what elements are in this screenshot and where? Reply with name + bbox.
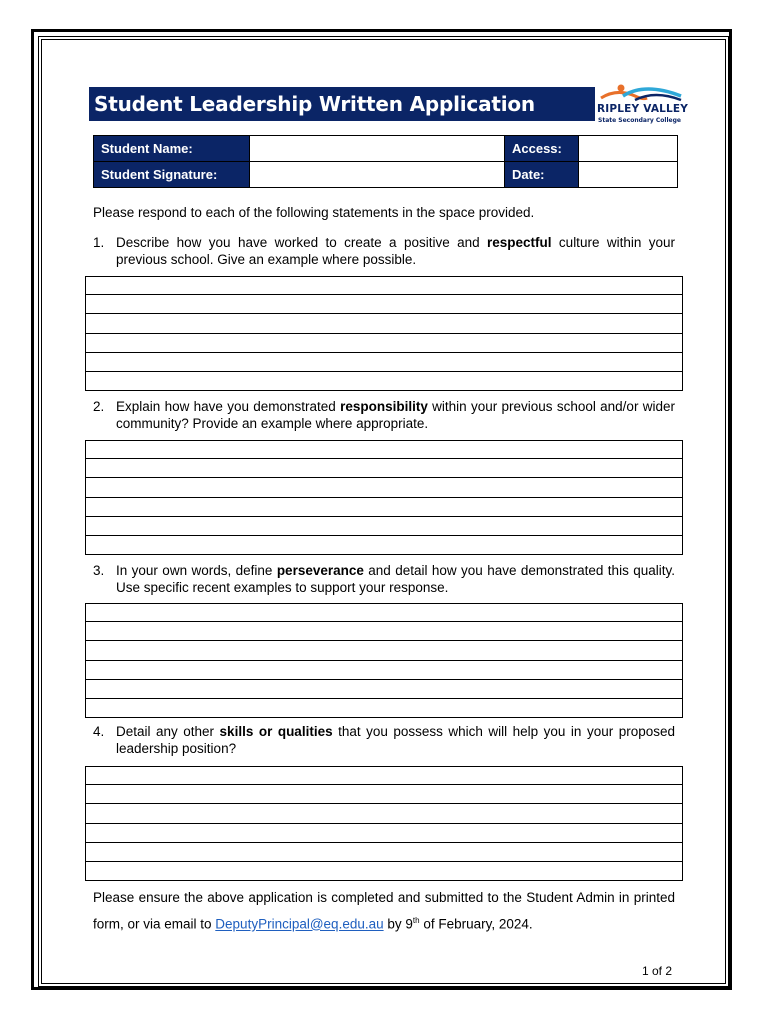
question-number: 4. bbox=[93, 724, 105, 739]
question-2: 2. Explain how have you demonstrated responsibility within your previous school and/or wider community? Provide an example where appropriate. bbox=[93, 399, 675, 431]
question-1: 1. Describe how you have worked to create a positive and respectful culture within your previous school. Give an example where possible. bbox=[93, 235, 675, 267]
answer-lines-1[interactable] bbox=[85, 276, 683, 391]
page-title: Student Leadership Written Application bbox=[94, 92, 535, 116]
answer-lines-2[interactable] bbox=[85, 440, 683, 555]
question-number: 3. bbox=[93, 563, 105, 578]
student-signature-label: Student Signature: bbox=[94, 162, 250, 188]
page-number: 1 of 2 bbox=[642, 964, 673, 978]
email-link[interactable]: DeputyPrincipal@eq.edu.au bbox=[215, 916, 384, 932]
student-info-table bbox=[93, 135, 678, 188]
student-name-label: Student Name: bbox=[94, 136, 250, 162]
access-label: Access: bbox=[505, 136, 579, 162]
question-number: 2. bbox=[93, 399, 105, 414]
student-name-field[interactable] bbox=[250, 136, 505, 162]
logo-subtitle: State Secondary College bbox=[598, 117, 681, 124]
access-field[interactable] bbox=[579, 136, 678, 162]
intro-text: Please respond to each of the following statements in the space provided. bbox=[93, 205, 535, 220]
question-number: 1. bbox=[93, 235, 105, 250]
student-signature-field[interactable] bbox=[250, 162, 505, 188]
question-4: 4. Detail any other skills or qualities that you possess which will help you in your proposed leadership position? bbox=[93, 724, 675, 756]
answer-lines-4[interactable] bbox=[85, 766, 683, 881]
logo-name: RIPLEY VALLEY bbox=[597, 103, 689, 115]
answer-lines-3[interactable] bbox=[85, 603, 683, 718]
submission-instructions: Please ensure the above application is completed and submitted to the Student Admin in printed form, or via email to DeputyPrincipal@eq.edu.au by 9th of February, 2024. bbox=[93, 890, 675, 932]
date-label: Date: bbox=[505, 162, 579, 188]
question-3: 3. In your own words, define perseverance and detail how you have demonstrated this quality. Use specific recent examples to support your response. bbox=[93, 563, 675, 595]
date-field[interactable] bbox=[579, 162, 678, 188]
title-bar bbox=[89, 87, 595, 121]
